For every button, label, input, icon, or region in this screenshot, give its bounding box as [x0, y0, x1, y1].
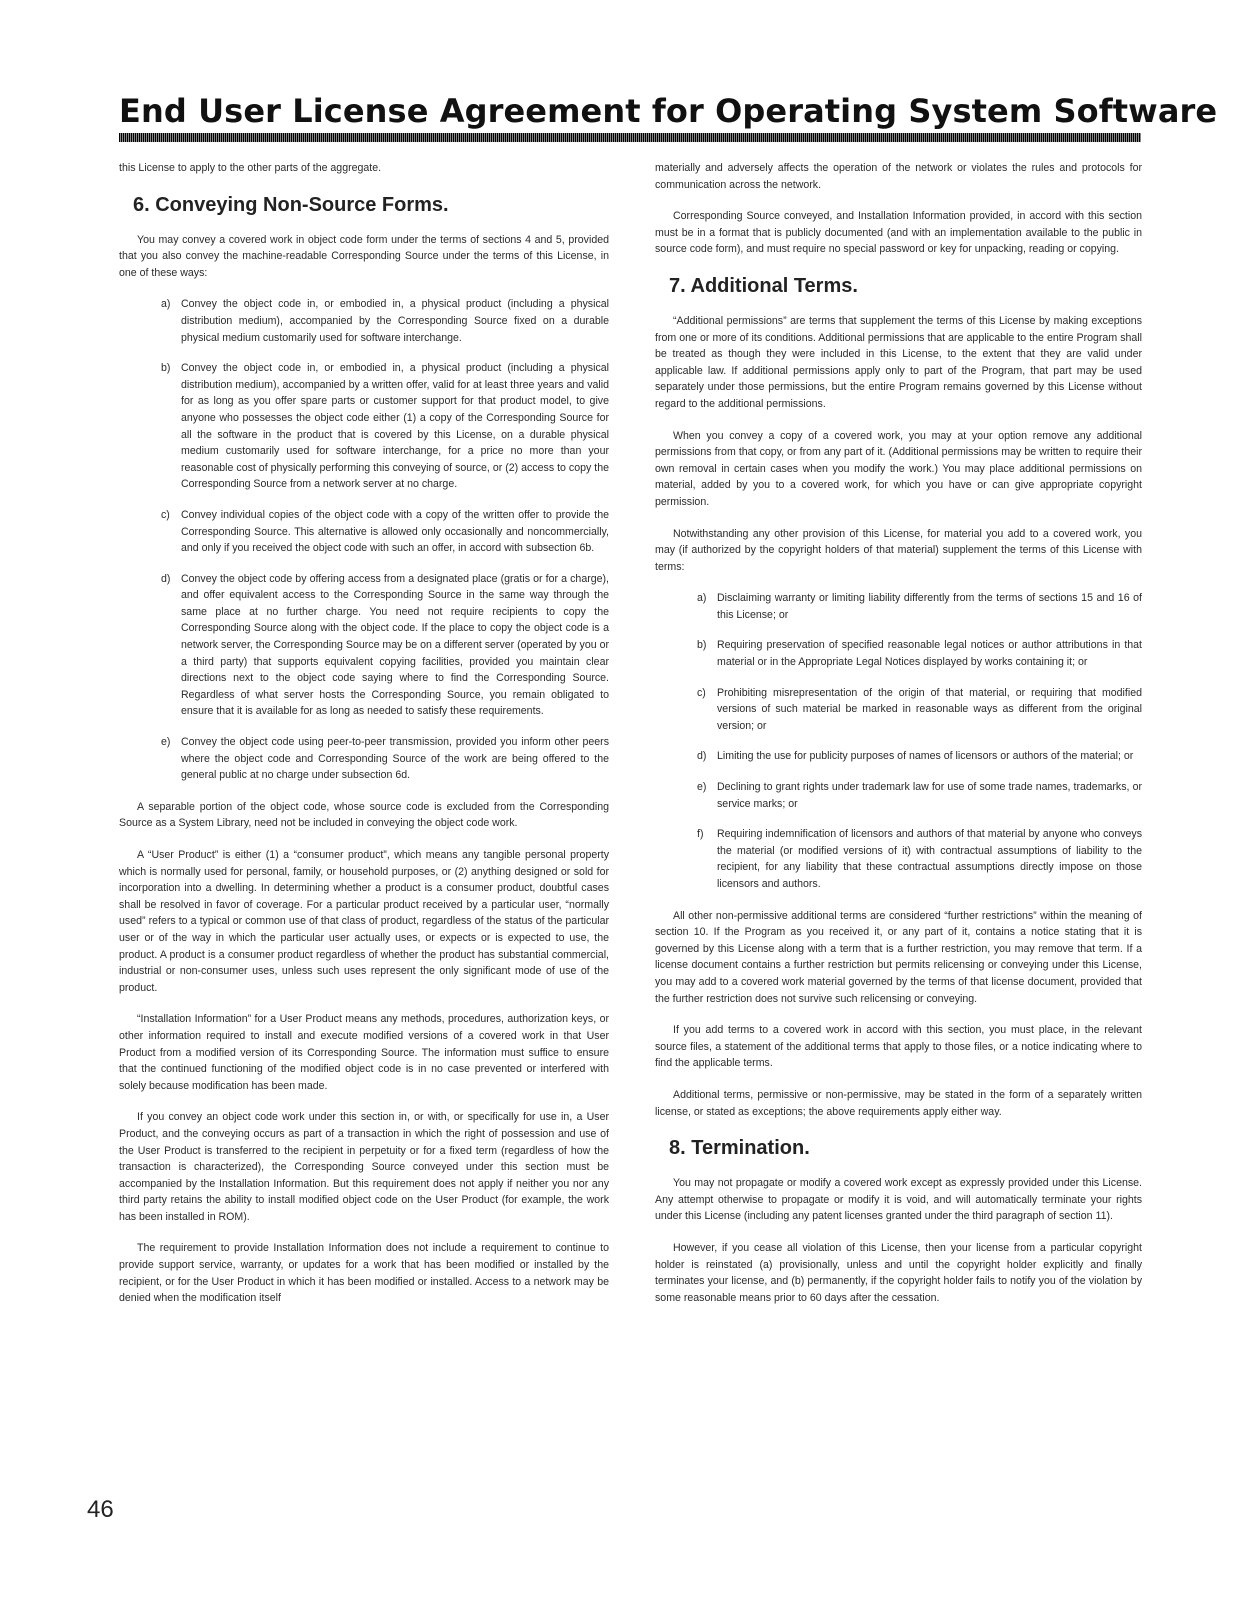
list-item-text: Convey individual copies of the object code with a copy of the written offer to provide the Corresponding Source. This alternative is allowed only occasionally and noncommercially, and only if you received the object code with such an offer, in accord with subsection 6b.	[181, 508, 609, 555]
list-item	[697, 779, 1142, 812]
list-item	[697, 748, 1142, 765]
list-letter: c)	[697, 686, 706, 699]
list-letter: b)	[161, 362, 171, 375]
left-column	[119, 160, 609, 1322]
section-heading-6: 6. Conveying Non-Source Forms.	[133, 193, 449, 216]
list-item	[697, 685, 1142, 735]
list-letter: a)	[697, 592, 707, 605]
paragraph: However, if you cease all violation of this License, then your license from a particular copyright holder is reinstated (a) provisionally, unless and until the copyright holder explicitly and finally terminates your license, and (b) permanently, if the copyright holder fails to notify you of the violation by some reasonable means prior to 60 days after the cessation.	[655, 1241, 1142, 1304]
paragraph: this License to apply to the other parts of the aggregate.	[119, 162, 382, 174]
list-item-text: Prohibiting misrepresentation of the origin of that material, or requiring that modified versions of such material be marked in reasonable ways as different from the original version; or	[717, 686, 1142, 732]
paragraph: A “User Product” is either (1) a “consumer product”, which means any tangible personal property which is normally used for personal, family, or household purposes, or (2) anything designed or sold for incorporation into a dwelling. In determining whether a product is a consumer product, doubtful cases shall be resolved in favor of coverage. For a particular product received by a particular user, “normally used” refers to a typical or common use of that class of product, regardless of the status of the particular user or of the way in which the particular user actually uses, or expects or is expected to use, the product. A product is a consumer product regardless of whether the product has substantial commercial, industrial or non-consumer uses, unless such uses represent the only significant mode of use of the product.	[119, 849, 609, 994]
paragraph: Corresponding Source conveyed, and Installation Information provided, in accord with this section must be in a format that is publicly documented (and with an implementation available to the public in source code form), and must require no special password or key for unpacking, reading or copying.	[655, 210, 1142, 256]
list-item	[697, 590, 1142, 623]
paragraph: “Installation Information” for a User Product means any methods, procedures, authorization keys, or other information required to install and execute modified versions of a covered work in that User Product from a modified version of its Corresponding Source. The information must suffice to ensure that the continued functioning of the modified object code is in no case prevented or interfered with solely because modification has been made.	[119, 1013, 609, 1092]
list-item	[161, 734, 609, 784]
paragraph: When you convey a copy of a covered work, you may at your option remove any additional permissions from that copy, or from any part of it. (Additional permissions may be written to require their own removal in certain cases when you modify the work.) You may place additional permissions on material, added by you to a covered work, for which you have or can give appropriate copyright permission.	[655, 429, 1142, 508]
list-item-text: Convey the object code by offering access from a designated place (gratis or for a charge), and offer equivalent access to the Corresponding Source in the same way through the same place at no further charge. You need not require recipients to copy the Corresponding Source along with the object code. If the place to copy the object code is a network server, the Corresponding Source may be on a different server (operated by you or a third party) that supports equivalent copying facilities, provided you maintain clear directions next to the object code saying where to find the Corresponding Source. Regardless of what server hosts the Corresponding Source, you remain obligated to ensure that it is available for as long as needed to satisfy these requirements.	[181, 572, 609, 718]
paragraph: You may not propagate or modify a covered work except as expressly provided under this License. Any attempt otherwise to propagate or modify it is void, and will automatically terminate your rights under this License (including any patent licenses granted under the third paragraph of section 11).	[655, 1177, 1142, 1223]
paragraph: All other non-permissive additional terms are considered “further restrictions” within the meaning of section 10. If the Program as you received it, or any part of it, contains a notice stating that it is governed by this License along with a term that is a further restriction, you may remove that term. If a license document contains a further restriction but permits relicensing or conveying under this License, you may add to a covered work material governed by the terms of that license document, provided that the further restriction does not survive such relicensing or conveying.	[655, 909, 1142, 1005]
list-letter: d)	[697, 750, 707, 763]
paragraph: materially and adversely affects the operation of the network or violates the rules and protocols for communication across the network.	[655, 162, 1142, 191]
list-item-text: Convey the object code using peer-to-peer transmission, provided you inform other peers where the object code and Corresponding Source of the work are being offered to the general public at no charge under subsection 6d.	[181, 736, 609, 782]
list-item-text: Limiting the use for publicity purposes of names of licensors or authors of the material; or	[717, 750, 1134, 763]
list-item-text: Disclaiming warranty or limiting liability differently from the terms of sections 15 and 16 of this License; or	[717, 592, 1142, 621]
list-letter: c)	[161, 508, 170, 521]
paragraph: The requirement to provide Installation Information does not include a requirement to continue to provide support service, warranty, or updates for a work that has been modified or installed by the recipient, or for the User Product in which it has been modified or installed. Access to a network may be denied when the modification itself	[119, 1242, 609, 1305]
list-letter: e)	[697, 781, 707, 794]
list-item	[161, 571, 609, 720]
paragraph: Additional terms, permissive or non-permissive, may be stated in the form of a separately written license, or stated as exceptions; the above requirements apply either way.	[655, 1088, 1142, 1118]
section-heading-7: 7. Additional Terms.	[669, 274, 858, 297]
list-letter: b)	[697, 639, 707, 652]
list-item-text: Convey the object code in, or embodied in, a physical product (including a physical distribution medium), accompanied by the Corresponding Source fixed on a durable physical medium customarily used for software interchange.	[181, 298, 609, 344]
additional-terms-list	[655, 590, 1142, 892]
list-letter: f)	[697, 828, 704, 841]
paragraph: “Additional permissions” are terms that supplement the terms of this License by making exceptions from one or more of its conditions. Additional permissions that are applicable to the entire Program shall be treated as though they were included in this License, to the extent that they are valid under applicable law. If additional permissions apply only to part of the Program, that part may be used separately under those permissions, but the entire Program remains governed by this License without regard to the additional permissions.	[655, 314, 1142, 410]
paragraph: If you add terms to a covered work in accord with this section, you must place, in the relevant source files, a statement of the additional terms that apply to those files, or a notice indicating where to find the applicable terms.	[655, 1024, 1142, 1070]
conveying-options-list	[119, 296, 609, 783]
list-item-text: Requiring indemnification of licensors and authors of that material by anyone who conveys the material (or modified versions of it) with contractual assumptions of liability to the recipient, for any liability that these contractual assumptions directly impose on those licensors and authors.	[717, 828, 1142, 890]
list-item-text: Requiring preservation of specified reasonable legal notices or author attributions in that material or in the Appropriate Legal Notices displayed by works containing it; or	[717, 639, 1142, 669]
list-item	[161, 507, 609, 557]
title-rule	[119, 133, 1141, 142]
paragraph: If you convey an object code work under this section in, or with, or specifically for use in, a User Product, and the conveying occurs as part of a transaction in which the right of possession and use of the User Product is transferred to the recipient in perpetuity or for a fixed term (regardless of how the transaction is characterized), the Corresponding Source conveyed under this section must be accompanied by the Installation Information. But this requirement does not apply if neither you nor any third party retains the ability to install modified object code on the User Product (for example, the work has been installed in ROM).	[119, 1111, 609, 1223]
list-item	[697, 826, 1142, 892]
list-letter: d)	[161, 572, 171, 585]
page-number: 46	[87, 1496, 114, 1523]
page-title: End User License Agreement for Operating System Software	[119, 92, 1218, 130]
list-item-text: Declining to grant rights under trademark law for use of some trade names, trademarks, or service marks; or	[717, 781, 1142, 810]
list-letter: a)	[161, 298, 171, 311]
list-letter: e)	[161, 736, 171, 749]
list-item	[161, 360, 609, 493]
paragraph: You may convey a covered work in object code form under the terms of sections 4 and 5, provided that you also convey the machine-readable Corresponding Source under the terms of this License, in one of these ways:	[119, 233, 609, 279]
list-item	[697, 637, 1142, 670]
right-column	[655, 160, 1142, 1321]
section-heading-8: 8. Termination.	[669, 1137, 810, 1160]
paragraph: Notwithstanding any other provision of this License, for material you add to a covered work, you may (if authorized by the copyright holders of that material) supplement the terms of this License with terms:	[655, 527, 1142, 573]
list-item-text: Convey the object code in, or embodied in, a physical product (including a physical distribution medium), accompanied by a written offer, valid for at least three years and valid for as long as you offer spare parts or customer support for that product model, to give anyone who possesses the object code either (1) a copy of the Corresponding Source for all the software in the product that is covered by this License, on a durable physical medium customarily used for software interchange, for a price no more than your reasonable cost of physically performing this conveying of source, or (2) access to copy the Corresponding Source from a network server at no charge.	[181, 362, 609, 491]
list-item	[161, 296, 609, 346]
paragraph: A separable portion of the object code, whose source code is excluded from the Corresponding Source as a System Library, need not be included in conveying the object code work.	[119, 800, 609, 830]
